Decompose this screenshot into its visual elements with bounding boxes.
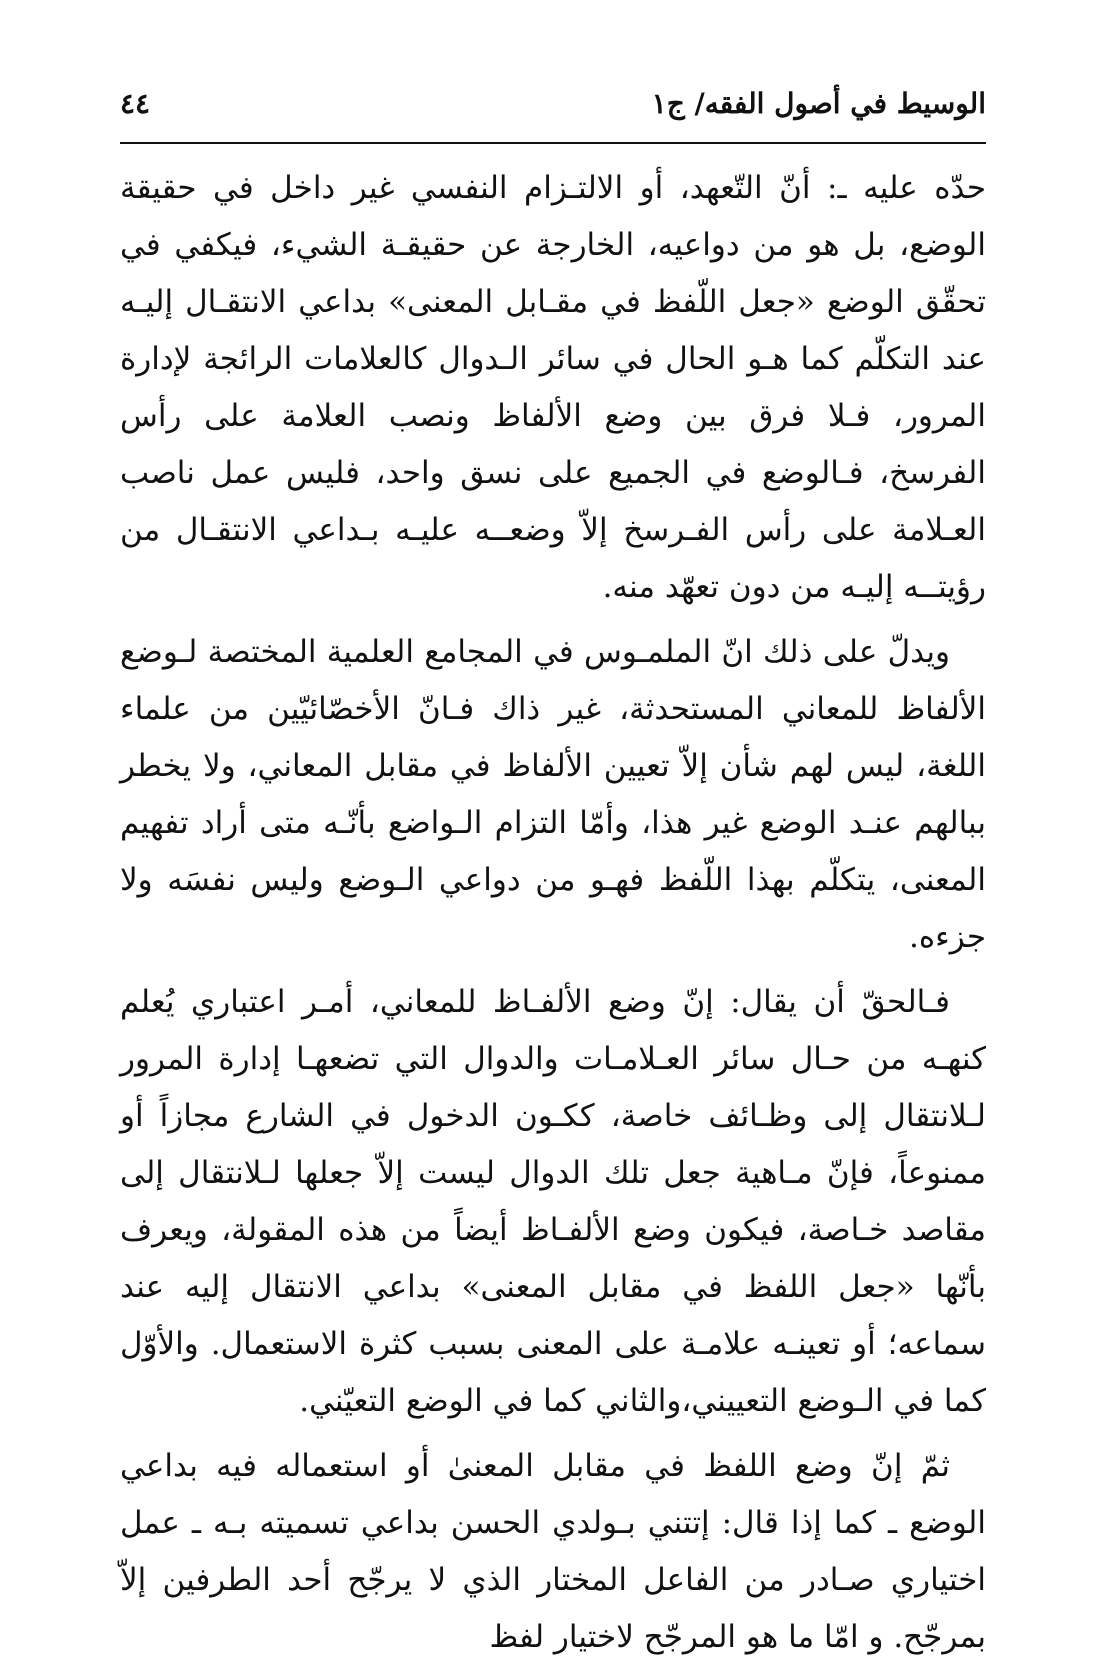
paragraph: ثمّ إنّ وضع اللفظ في مقابل المعنىٰ أو استعماله فيه بداعي الوضع ـ كما إذا قال: إتتني بـولدي الحسن بداعي تسميته بـه ـ عمل اختياري صـادر من الفاعل المختار الذي لا يرجّح أحد الطرفين إلاّ بمرجّح. و امّا ما هو المرجّح لاختيار لفظ xyxy=(120,1448,986,1655)
page-header xyxy=(120,80,986,130)
paragraph-continued: حدّه عليه ـ: أنّ التّعهد، أو الالتـزام النفسي غير داخل في حقيقة الوضع، بل هو من دواعيه، الخارجة عن حقيقـة الشيء، فيكفي في تحقّق الوضع «جعل اللّفظ في مقـابل المعنى» بداعي الانتقـال إليـه عند التكلّم كما هـو الحال في سائر الـدوال كالعلامات الرائجة لإدارة المرور، فـلا فرق بين وضع الألفاظ ونصب العلامة على رأس الفرسخ، فـالوضع في الجميع على نسق واحد، فليس عمل ناصب العـلامة على رأس الفـرسخ إلاّ وضعــه عليـه بـداعي الانتقـال من رؤيتــه إليـه من دون تعهّد منه. xyxy=(120,170,986,605)
page-number: ٤٤ xyxy=(120,87,151,120)
body-text xyxy=(120,160,986,1655)
running-title: الوسيط في أصول الفقه/ ج١ xyxy=(651,87,986,120)
paragraph: ويدلّ على ذلك انّ الملمـوس في المجامع العلمية المختصة لـوضع الألفاظ للمعاني المستحدثة، غير ذاك فـانّ الأخصّائيّين من علماء اللغة، ليس لهم شأن إلاّ تعيين الألفاظ في مقابل المعاني، ولا يخطر ببالهم عنـد الوضع غير هذا، وأمّا التزام الـواضع بأنّـه متى أراد تفهيم المعنى، يتكلّم بهذا اللّفظ فهـو من دواعي الـوضع وليس نفسَه ولا جزءه. xyxy=(120,634,986,955)
paragraph: فـالحقّ أن يقال: إنّ وضع الألفـاظ للمعاني، أمـر اعتباري يُعلم كنهـه من حـال سائر العـلامـات والدوال التي تضعهـا إدارة المرور لـلانتقال إلى وظـائف خاصة، ككـون الدخول في الشارع مجازاً أو ممنوعاً، فإنّ مـاهية جعل تلك الدوال ليست إلاّ جعلها لـلانتقال إلى مقاصد خـاصة، فيكون وضع الألفـاظ أيضاً من هذه المقولة، ويعرف بأنّها «جعل اللفظ في مقابل المعنى» بداعي الانتقال إليه عند سماعه؛ أو تعينـه علامـة على المعنى بسبب كثرة الاستعمال. والأوّل كما في الـوضع التعييني،والثاني كما في الوضع التعيّني. xyxy=(120,984,986,1419)
header-divider xyxy=(120,142,986,144)
